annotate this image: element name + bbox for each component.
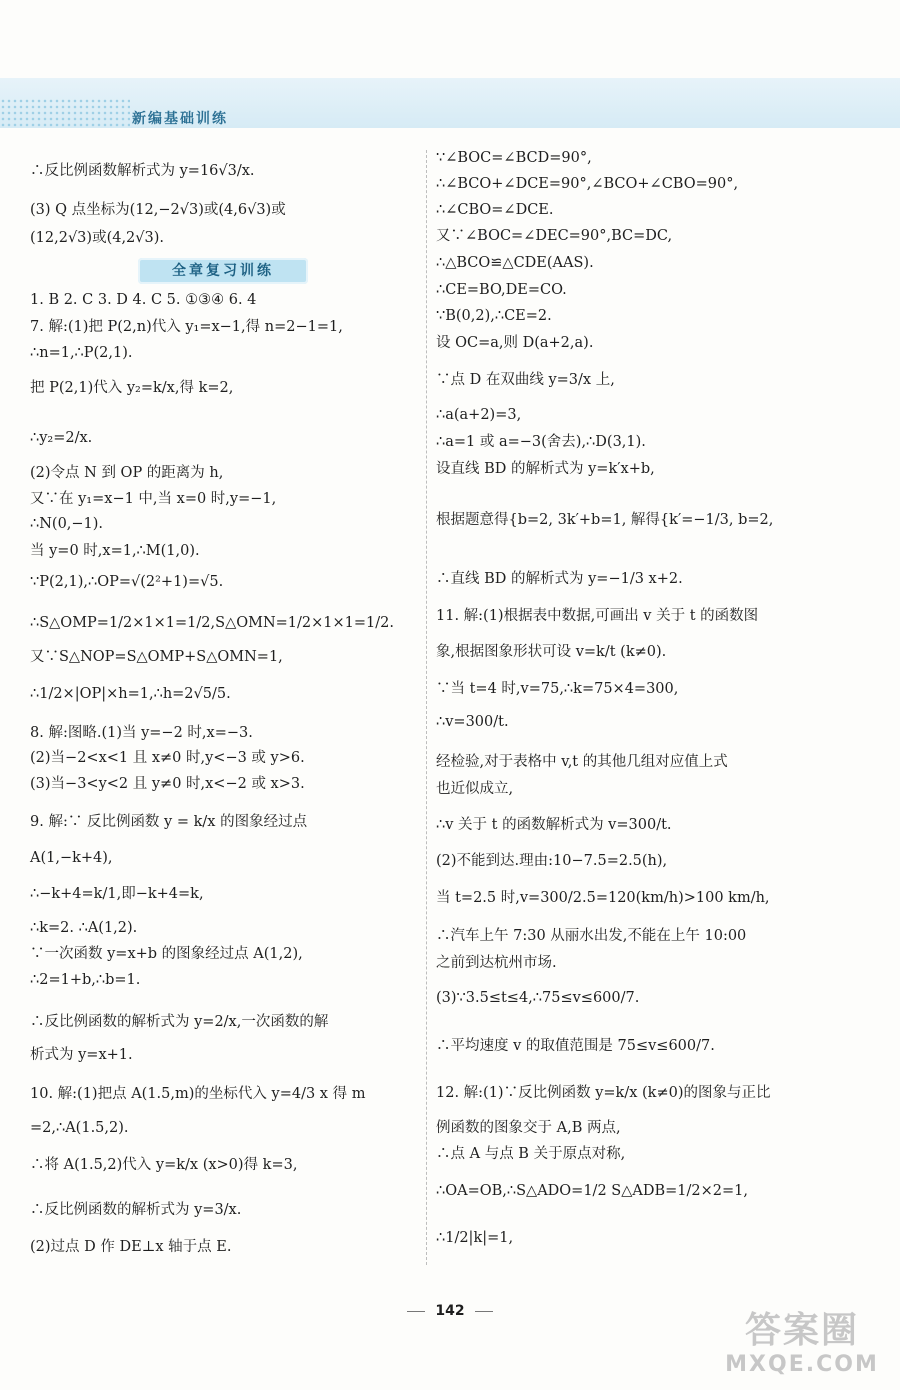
text-line: 又∵在 y₁=x−1 中,当 x=0 时,y=−1,	[30, 491, 277, 507]
text-line: ∴OA=OB,∴S△ADO=1/2 S△ADB=1/2×2=1,	[436, 1183, 748, 1199]
text-line: 根据题意得{b=2, 3k′+b=1, 解得{k′=−1/3, b=2,	[436, 512, 774, 528]
text-line: ∴反比例函数的解析式为 y=2/x,一次函数的解	[30, 1014, 329, 1030]
text-line: 8. 解:图略.(1)当 y=−2 时,x=−3.	[30, 725, 253, 741]
text-line: ∴平均速度 v 的取值范围是 75≤v≤600/7.	[436, 1038, 715, 1054]
text-line: 10. 解:(1)把点 A(1.5,m)的坐标代入 y=4/3 x 得 m	[30, 1086, 366, 1102]
text-line: 析式为 y=x+1.	[30, 1047, 133, 1063]
header-dot-pattern	[0, 98, 130, 128]
text-line: 经检验,对于表格中 v,t 的其他几组对应值上式	[436, 754, 728, 770]
text-line: 11. 解:(1)根据表中数据,可画出 v 关于 t 的函数图	[436, 608, 759, 624]
text-line: ∴y₂=2/x.	[30, 430, 93, 446]
text-line: ∴∠CBO=∠DCE.	[436, 202, 554, 218]
text-line: 12. 解:(1)∵反比例函数 y=k/x (k≠0)的图象与正比	[436, 1085, 771, 1101]
text-line: ∵P(2,1),∴OP=√(2²+1)=√5.	[30, 574, 224, 590]
text-line: 设直线 BD 的解析式为 y=k′x+b,	[436, 461, 655, 477]
text-line: ∵一次函数 y=x+b 的图象经过点 A(1,2),	[30, 946, 303, 962]
text-line: 设 OC=a,则 D(a+2,a).	[436, 335, 594, 351]
text-line: ∴a(a+2)=3,	[436, 407, 522, 423]
text-line: 当 t=2.5 时,v=300/2.5=120(km/h)>100 km/h,	[436, 890, 770, 906]
text-line: ∴−k+4=k/1,即−k+4=k,	[30, 886, 204, 902]
page-number-value: 142	[435, 1303, 465, 1319]
text-line: (2)不能到达.理由:10−7.5=2.5(h),	[436, 853, 668, 869]
text-line: ∴v=300/t.	[436, 714, 509, 730]
text-line: (3)∵3.5≤t≤4,∴75≤v≤600/7.	[436, 990, 640, 1006]
text-line: 例函数的图象交于 A,B 两点,	[436, 1120, 621, 1136]
text-line: 把 P(2,1)代入 y₂=k/x,得 k=2,	[30, 380, 234, 396]
text-line: (3)当−3<y<2 且 y≠0 时,x<−2 或 x>3.	[30, 776, 305, 792]
text-line: ∴反比例函数的解析式为 y=3/x.	[30, 1202, 242, 1218]
text-line: 7. 解:(1)把 P(2,n)代入 y₁=x−1,得 n=2−1=1,	[30, 319, 343, 335]
text-line: ∴v 关于 t 的函数解析式为 v=300/t.	[436, 817, 672, 833]
text-line: ∴∠BCO+∠DCE=90°,∠BCO+∠CBO=90°,	[436, 176, 739, 192]
text-line: ∴反比例函数解析式为 y=16√3/x.	[30, 163, 255, 179]
text-line: ∵∠BOC=∠BCD=90°,	[436, 150, 592, 166]
text-line: ∴1/2|k|=1,	[436, 1230, 514, 1246]
text-line: 9. 解:∵ 反比例函数 y = k/x 的图象经过点	[30, 814, 308, 830]
text-line: (2)过点 D 作 DE⊥x 轴于点 E.	[30, 1239, 232, 1255]
text-line: 当 y=0 时,x=1,∴M(1,0).	[30, 543, 200, 559]
text-line: ∴a=1 或 a=−3(舍去),∴D(3,1).	[436, 434, 646, 450]
text-line: ∴k=2. ∴A(1,2).	[30, 920, 138, 936]
header-title: 新编基础训练	[132, 111, 228, 127]
text-line: (12,2√3)或(4,2√3).	[30, 230, 165, 246]
text-line: 又∵S△NOP=S△OMP+S△OMN=1,	[30, 649, 283, 665]
text-line: (2)令点 N 到 OP 的距离为 h,	[30, 465, 224, 481]
section-banner-label: 全章复习训练	[172, 263, 274, 279]
text-line: 象,根据图象形状可设 v=k/t (k≠0).	[436, 644, 667, 660]
text-line: ∴n=1,∴P(2,1).	[30, 345, 133, 361]
text-line: ∴点 A 与点 B 关于原点对称,	[436, 1146, 626, 1162]
text-line: 之前到达杭州市场.	[436, 955, 557, 971]
watermark-logo	[712, 1310, 892, 1385]
watermark-url: MXQE.COM	[725, 1352, 879, 1377]
text-line: ∴N(0,−1).	[30, 516, 104, 532]
text-line: ∴2=1+b,∴b=1.	[30, 972, 141, 988]
text-line: 又∵∠BOC=∠DEC=90°,BC=DC,	[436, 228, 673, 244]
text-line: 1. B 2. C 3. D 4. C 5. ①③④ 6. 4	[30, 292, 257, 308]
text-line: ∴汽车上午 7:30 从丽水出发,不能在上午 10:00	[436, 928, 747, 944]
text-line: =2,∴A(1.5,2).	[30, 1120, 129, 1136]
text-line: (3) Q 点坐标为(12,−2√3)或(4,6√3)或	[30, 202, 286, 218]
text-line: ∵当 t=4 时,v=75,∴k=75×4=300,	[436, 681, 679, 697]
section-banner	[138, 258, 308, 284]
text-line: 也近似成立,	[436, 781, 514, 797]
text-line: ∴△BCO≌△CDE(AAS).	[436, 255, 594, 271]
column-divider	[426, 150, 427, 1265]
text-line: ∴1/2×|OP|×h=1,∴h=2√5/5.	[30, 686, 231, 702]
text-line: ∵B(0,2),∴CE=2.	[436, 308, 552, 324]
text-line: ∴将 A(1.5,2)代入 y=k/x (x>0)得 k=3,	[30, 1157, 298, 1173]
text-line: ∴CE=BO,DE=CO.	[436, 282, 567, 298]
watermark-logo-text: 答案圈	[744, 1310, 859, 1351]
text-line: ∴S△OMP=1/2×1×1=1/2,S△OMN=1/2×1×1=1/2.	[30, 615, 394, 631]
text-line: (2)当−2<x<1 且 x≠0 时,y<−3 或 y>6.	[30, 750, 305, 766]
text-line: ∵点 D 在双曲线 y=3/x 上,	[436, 372, 615, 388]
text-line: A(1,−k+4),	[30, 850, 113, 866]
text-line: ∴直线 BD 的解析式为 y=−1/3 x+2.	[436, 571, 683, 587]
